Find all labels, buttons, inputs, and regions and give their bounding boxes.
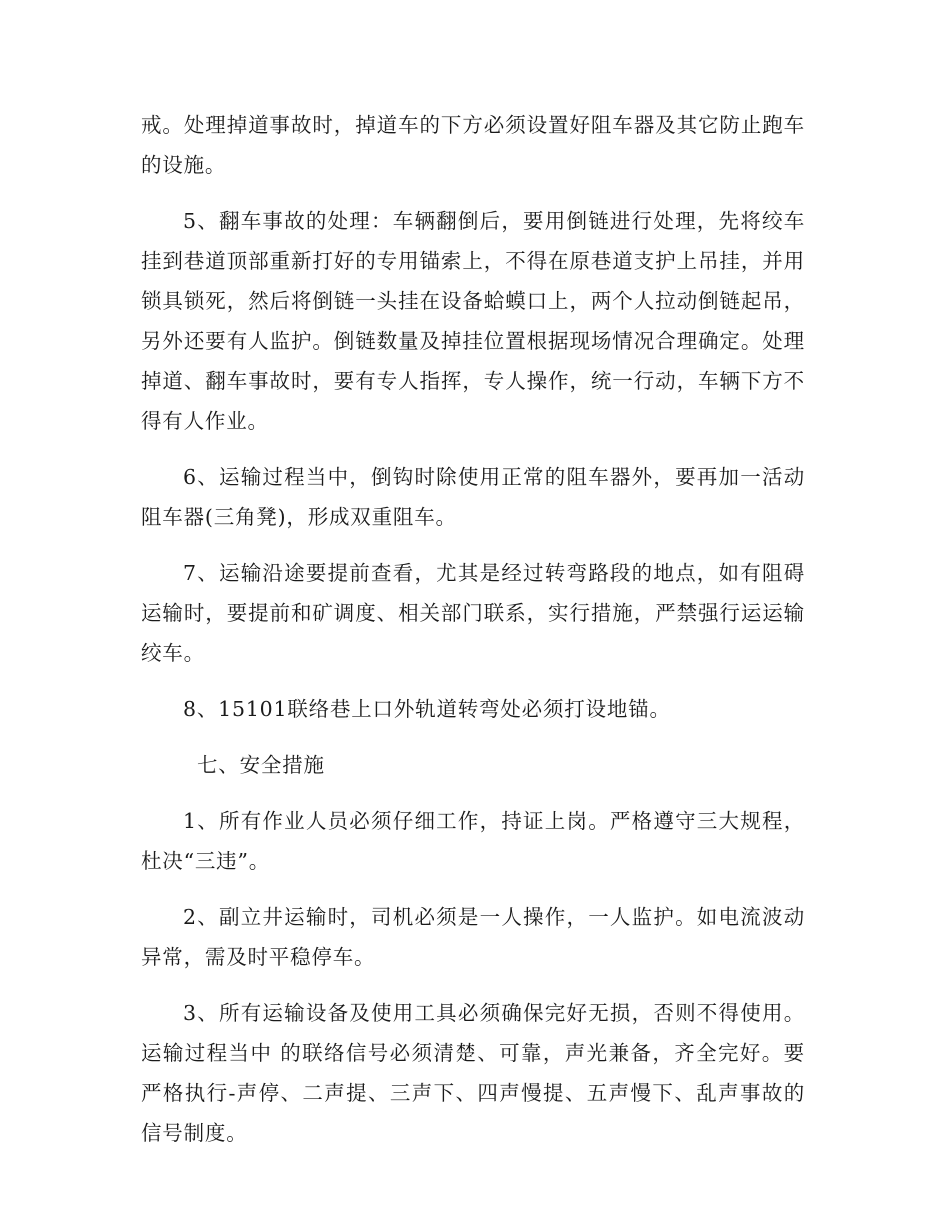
paragraph-ground-anchor: 8、15101联络巷上口外轨道转弯处必须打设地锚。 <box>183 697 671 721</box>
document-page <box>141 105 805 1169</box>
paragraph-rollover-handling: 5、翻车事故的处理：车辆翻倒后，要用倒链进行处理，先将绞车挂到巷道顶部重新打好的专用锚索上，不得在原巷道支护上吊挂，并用锁具锁死，然后将倒链一头挂在设备蛤蟆口上，两个人拉动倒链起吊，另外还要有人监护。倒链数量及掉挂位置根据现场情况合理确定。处理掉道、翻车事故时，要有专人指挥，专人操作，统一行动，车辆下方不得有人作业。 <box>141 209 805 433</box>
paragraph-safety-1: 1、所有作业人员必须仔细工作，持证上岗。严格遵守三大规程，杜决“三违”。 <box>141 809 805 873</box>
paragraph-safety-2: 2、副立井运输时，司机必须是一人操作，一人监护。如电流波动异常，需及时平稳停车。 <box>141 905 805 969</box>
paragraph-safety-3: 3、所有运输设备及使用工具必须确保完好无损，否则不得使用。运输过程当中 的联络信号必须清楚、可靠，声光兼备，齐全完好。要严格执行-声停、二声提、三声下、四声慢提、五声慢下、乱声事故的信号制度。 <box>141 1001 805 1145</box>
paragraph-continued: 戒。处理掉道事故时，掉道车的下方必须设置好阻车器及其它防止跑车的设施。 <box>141 113 805 177</box>
paragraph-route-inspection: 7、运输沿途要提前查看，尤其是经过转弯路段的地点，如有阻碍运输时，要提前和矿调度、相关部门联系，实行措施，严禁强行运运输绞车。 <box>141 561 805 665</box>
paragraph-double-stop: 6、运输过程当中，倒钩时除使用正常的阻车器外，要再加一活动阻车器(三角凳)，形成双重阻车。 <box>141 465 805 529</box>
section-heading-safety: 七、安全措施 <box>197 753 325 777</box>
